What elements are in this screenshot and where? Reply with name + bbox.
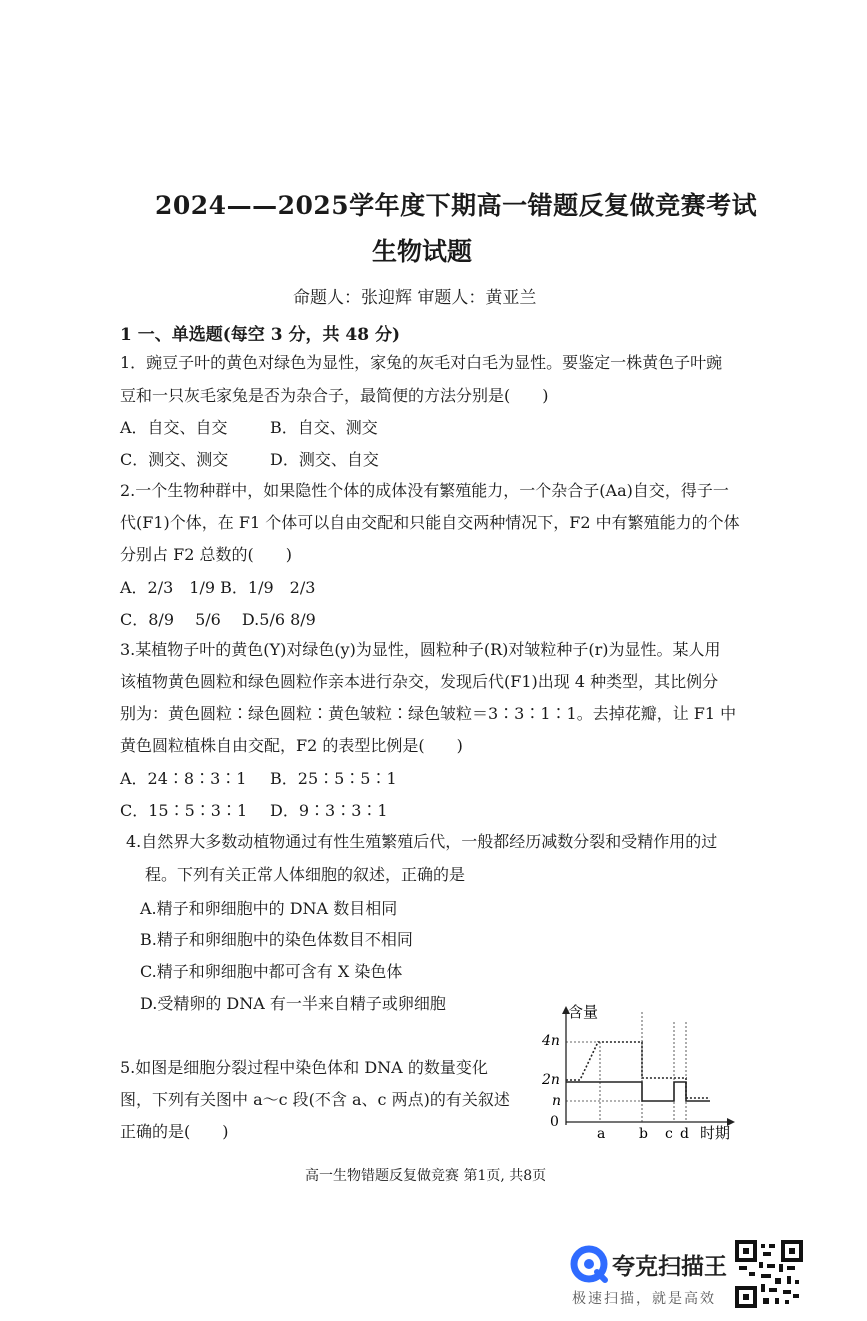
q1-option-a: A．自交、自交 <box>120 418 228 437</box>
page-footer: 高一生物错题反复做竞赛 第1页, 共8页 <box>305 1168 547 1184</box>
q3-option-c: C．15∶5∶3∶1 <box>120 801 248 820</box>
tick-4n: 4n <box>542 1033 560 1049</box>
q3-option-d: D．9∶3∶3∶1 <box>270 801 388 820</box>
q4-line1: 4.自然界大多数动植物通过有性生殖繁殖后代，一般都经历减数分裂和受精作用的过 <box>126 832 718 851</box>
tick-n: n <box>552 1093 562 1109</box>
q4-option-c: C.精子和卵细胞中都可含有 X 染色体 <box>140 962 403 981</box>
q5-line3: 正确的是( ) <box>120 1122 229 1141</box>
q3-option-b: B．25∶5∶5∶1 <box>270 769 397 788</box>
q5-line1: 5.如图是细胞分裂过程中染色体和 DNA 的数量变化 <box>120 1058 488 1077</box>
tick-a: a <box>597 1126 606 1142</box>
graph-ylabel: 含量 <box>568 1003 599 1021</box>
tick-c: c <box>665 1126 673 1142</box>
section-heading: 1 一、单选题(每空 3 分，共 48 分) <box>120 325 400 345</box>
tick-d: d <box>680 1126 689 1142</box>
tick-b: b <box>639 1126 648 1142</box>
q4-option-d: D.受精卵的 DNA 有一半来自精子或卵细胞 <box>140 994 446 1013</box>
graph-xlabel: 时期 <box>700 1124 731 1142</box>
tick-0: 0 <box>550 1114 559 1130</box>
dna-curve <box>566 1042 710 1098</box>
qr-code-icon <box>735 1240 803 1308</box>
quark-logo-icon <box>570 1245 608 1283</box>
authors-line: 命题人：张迎辉 审题人：黄亚兰 <box>293 288 537 308</box>
chromosome-curve <box>566 1082 710 1101</box>
q2-line2: 代(F1)个体，在 F1 个体可以自由交配和只能自交两种情况下，F2 中有繁殖能力的个体 <box>120 513 740 532</box>
q2-options-ab: A．2/3 1/9 B．1/9 2/3 <box>120 578 316 597</box>
q2-line1: 2.一个生物种群中，如果隐性个体的成体没有繁殖能力，一个杂合子(Aa)自交，得子一 <box>120 481 729 500</box>
q4-option-a: A.精子和卵细胞中的 DNA 数目相同 <box>140 899 398 918</box>
q2-options-cd: C．8/9 5/6 D.5/6 8/9 <box>120 610 316 629</box>
q1-option-d: D．测交、自交 <box>270 450 379 469</box>
tick-2n: 2n <box>542 1072 560 1088</box>
q3-line1: 3.某植物子叶的黄色(Y)对绿色(y)为显性，圆粒种子(R)对皱粒种子(r)为显性。某人用 <box>120 640 721 659</box>
q3-option-a: A．24∶8∶3∶1 <box>120 769 247 788</box>
watermark-brand: 夸克扫描王 <box>612 1254 727 1280</box>
q1-line2: 豆和一只灰毛家兔是否为杂合子，最简便的方法分别是( ) <box>120 386 549 405</box>
q3-line2: 该植物黄色圆粒和绿色圆粒作亲本进行杂交，发现后代(F1)出现 4 种类型，其比例分 <box>120 672 719 691</box>
q3-line3: 别为：黄色圆粒∶绿色圆粒∶黄色皱粒∶绿色皱粒＝3∶3∶1∶1。去掉花瓣，让 F1 中 <box>120 704 737 723</box>
q1-option-b: B．自交、测交 <box>270 418 378 437</box>
exam-title: 2024——2025学年度下期高一错题反复做竞赛考试 <box>155 191 758 220</box>
q1-option-c: C．测交、测交 <box>120 450 229 469</box>
chromosome-dna-graph <box>530 1000 750 1145</box>
watermark-slogan: 极速扫描，就是高效 <box>572 1291 716 1307</box>
q3-line4: 黄色圆粒植株自由交配，F2 的表型比例是( ) <box>120 736 463 755</box>
q4-line2: 程。下列有关正常人体细胞的叙述，正确的是 <box>145 865 466 884</box>
q2-line3: 分别占 F2 总数的( ) <box>120 545 292 564</box>
subject-title: 生物试题 <box>372 237 473 266</box>
q1-line1: 1．豌豆子叶的黄色对绿色为显性，家兔的灰毛对白毛为显性。要鉴定一株黄色子叶豌 <box>120 353 723 372</box>
q5-line2: 图，下列有关图中 a～c 段(不含 a、c 两点)的有关叙述 <box>120 1090 510 1109</box>
q4-option-b: B.精子和卵细胞中的染色体数目不相同 <box>140 930 413 949</box>
